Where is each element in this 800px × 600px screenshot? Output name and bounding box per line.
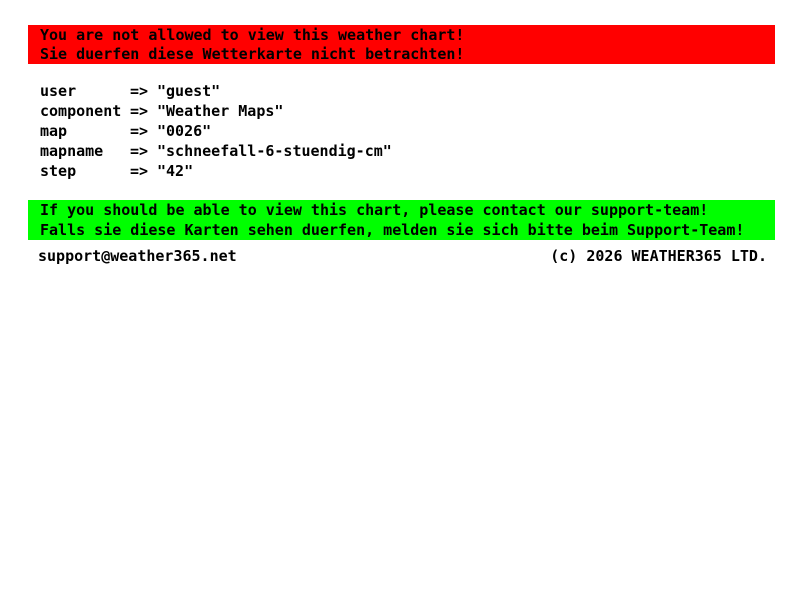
kv-key-user: user — [40, 82, 77, 100]
access-denied-banner — [28, 25, 775, 64]
access-denied-line-de: Sie duerfen diese Wetterkarte nicht betrachten! — [40, 45, 465, 63]
kv-key-map: map — [40, 122, 68, 140]
kv-arrow: => — [130, 162, 149, 180]
kv-value-step: "42" — [157, 162, 194, 180]
kv-arrow: => — [130, 142, 149, 160]
kv-row-mapname — [40, 141, 392, 161]
support-info-line-de: Falls sie diese Karten sehen duerfen, melden sie sich bitte beim Support-Team! — [40, 220, 745, 239]
support-info-line-en: If you should be able to view this chart, please contact our support-team! — [40, 201, 709, 219]
kv-arrow: => — [130, 82, 149, 100]
footer — [38, 246, 767, 266]
kv-arrow: => — [130, 122, 149, 140]
kv-value-map: "0026" — [157, 122, 212, 140]
request-details — [40, 81, 392, 181]
support-email: support@weather365.net — [38, 247, 237, 265]
access-denied-line-en: You are not allowed to view this weather chart! — [40, 26, 465, 44]
kv-value-component: "Weather Maps" — [157, 102, 284, 120]
kv-row-user — [40, 81, 392, 101]
kv-value-user: "guest" — [157, 82, 221, 100]
kv-row-component — [40, 101, 392, 121]
kv-row-map — [40, 121, 392, 141]
kv-arrow: => — [130, 102, 149, 120]
kv-key-component: component — [40, 102, 122, 120]
kv-row-step — [40, 161, 392, 181]
support-info-banner — [28, 200, 775, 240]
kv-key-step: step — [40, 162, 77, 180]
kv-key-mapname: mapname — [40, 142, 104, 160]
kv-value-mapname: "schneefall-6-stuendig-cm" — [157, 142, 392, 160]
copyright-notice: (c) 2026 WEATHER365 LTD. — [550, 247, 767, 265]
